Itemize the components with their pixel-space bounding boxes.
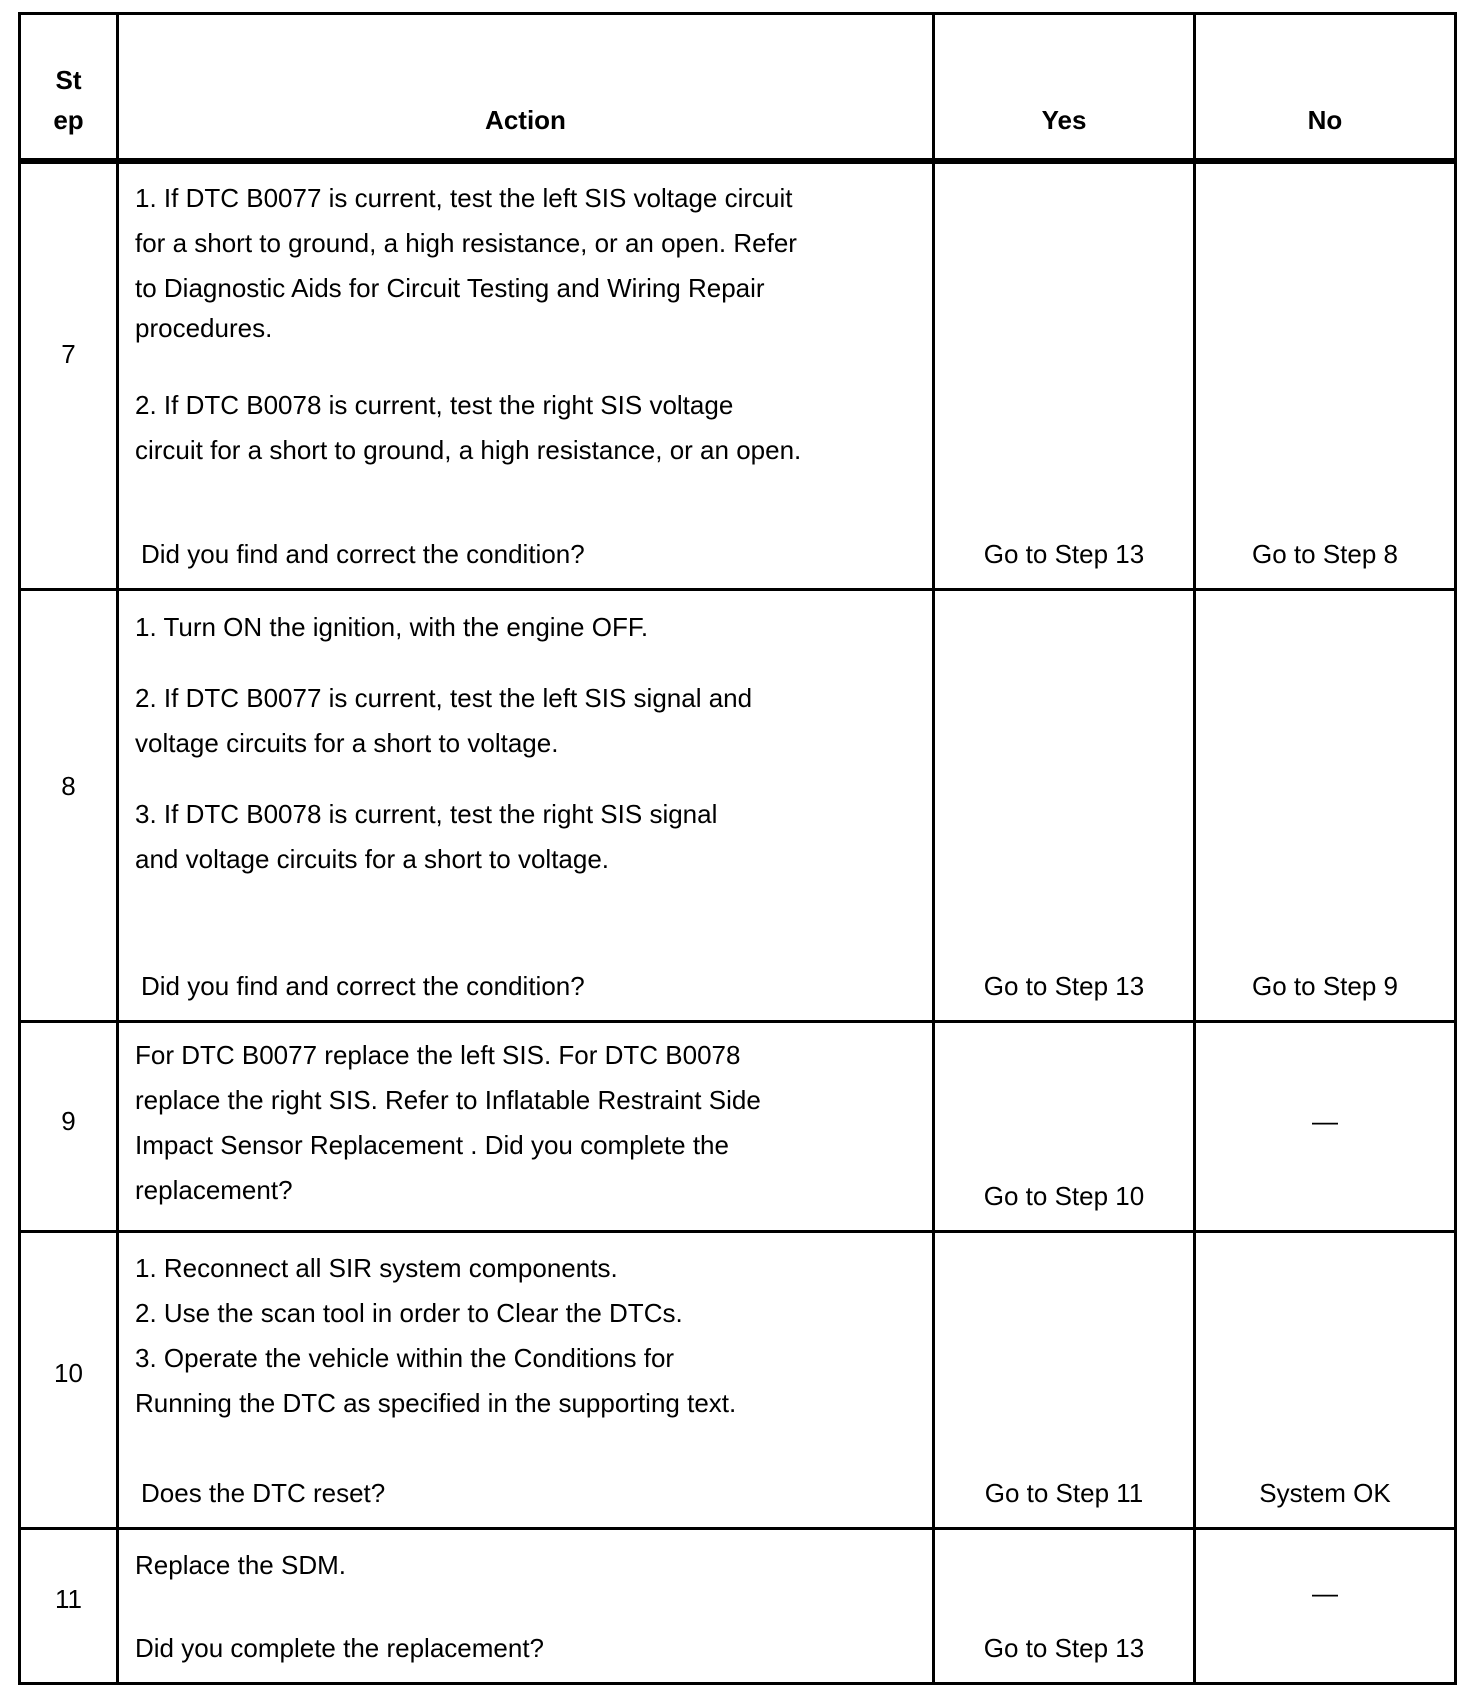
no-result-dash: —	[1312, 1578, 1338, 1608]
action-line: for a short to ground, a high resistance, or an open. Refer	[135, 227, 797, 258]
header-step-label: St ep	[53, 64, 84, 135]
header-action-label: Action	[485, 104, 566, 135]
header-yes-label: Yes	[1041, 104, 1087, 135]
action-line: voltage circuits for a short to voltage.	[135, 728, 559, 758]
yes-result: Go to Step 10	[983, 1181, 1145, 1211]
action-question: Did you complete the replacement?	[135, 1633, 545, 1663]
no-result-dash: —	[1312, 1106, 1338, 1136]
action-line: 2. If DTC B0078 is current, test the right SIS voltage	[135, 389, 734, 420]
step-number: 7	[61, 338, 76, 369]
yes-cell	[934, 590, 1195, 1022]
yes-cell	[934, 161, 1195, 590]
no-cell	[1195, 1232, 1456, 1529]
header-yes	[934, 14, 1195, 161]
action-line: 2. If DTC B0077 is current, test the left SIS signal and	[135, 683, 753, 713]
action-cell	[118, 1232, 934, 1529]
action-question: Did you find and correct the condition?	[141, 971, 585, 1001]
yes-result: Go to Step 11	[984, 1478, 1144, 1508]
action-line: 3. Operate the vehicle within the Conditions for	[135, 1343, 675, 1373]
action-cell	[118, 590, 934, 1022]
table-row	[20, 1022, 1456, 1232]
diagnostic-table	[18, 12, 1457, 1685]
action-line: procedures.	[135, 312, 273, 343]
action-line: For DTC B0077 replace the left SIS. For DTC B0078	[135, 1040, 741, 1070]
no-result: Go to Step 8	[1252, 539, 1398, 569]
step-cell	[20, 590, 118, 1022]
step-number: 9	[61, 1106, 76, 1136]
action-line: to Diagnostic Aids for Circuit Testing and Wiring Repair	[135, 272, 765, 303]
action-line: circuit for a short to ground, a high resistance, or an open.	[135, 434, 802, 465]
action-line: replacement?	[135, 1175, 293, 1205]
no-result: Go to Step 9	[1252, 971, 1398, 1001]
action-question: Did you find and correct the condition?	[141, 539, 585, 569]
action-line: 1. If DTC B0077 is current, test the left SIS voltage circuit	[135, 182, 793, 213]
header-action	[118, 14, 934, 161]
action-cell	[118, 1529, 934, 1684]
no-cell	[1195, 590, 1456, 1022]
action-line: Replace the SDM.	[135, 1550, 346, 1580]
action-line: 1. Reconnect all SIR system components.	[135, 1253, 618, 1283]
table-row	[20, 1529, 1456, 1684]
yes-result: Go to Step 13	[983, 971, 1145, 1001]
no-cell	[1195, 161, 1456, 590]
step-cell	[20, 1529, 118, 1684]
step-number: 8	[61, 771, 76, 801]
action-cell	[118, 161, 934, 590]
step-cell	[20, 1022, 118, 1232]
step-number: 11	[55, 1584, 82, 1614]
yes-result: Go to Step 13	[983, 1633, 1145, 1663]
action-line: replace the right SIS. Refer to Inflatable Restraint Side	[135, 1085, 761, 1115]
yes-cell	[934, 1529, 1195, 1684]
no-cell	[1195, 1022, 1456, 1232]
step-cell	[20, 161, 118, 590]
table-row	[20, 1232, 1456, 1529]
table-header-row	[20, 14, 1456, 161]
action-line: 2. Use the scan tool in order to Clear the DTCs.	[135, 1298, 683, 1328]
action-line: 3. If DTC B0078 is current, test the right SIS signal	[135, 799, 718, 829]
header-no	[1195, 14, 1456, 161]
no-result: System OK	[1259, 1478, 1391, 1508]
yes-result: Go to Step 13	[983, 539, 1145, 569]
step-number: 10	[54, 1358, 83, 1388]
no-cell	[1195, 1529, 1456, 1684]
yes-cell	[934, 1022, 1195, 1232]
action-line: Impact Sensor Replacement . Did you complete the	[135, 1130, 729, 1160]
table-row	[20, 161, 1456, 590]
table-row	[20, 590, 1456, 1022]
yes-cell	[934, 1232, 1195, 1529]
action-line: 1. Turn ON the ignition, with the engine OFF.	[135, 612, 649, 642]
action-cell	[118, 1022, 934, 1232]
action-line: Running the DTC as specified in the supporting text.	[135, 1388, 737, 1418]
action-line: and voltage circuits for a short to voltage.	[135, 844, 610, 874]
header-no-label: No	[1307, 104, 1343, 135]
header-step	[20, 14, 118, 161]
step-cell	[20, 1232, 118, 1529]
action-question: Does the DTC reset?	[141, 1478, 386, 1508]
